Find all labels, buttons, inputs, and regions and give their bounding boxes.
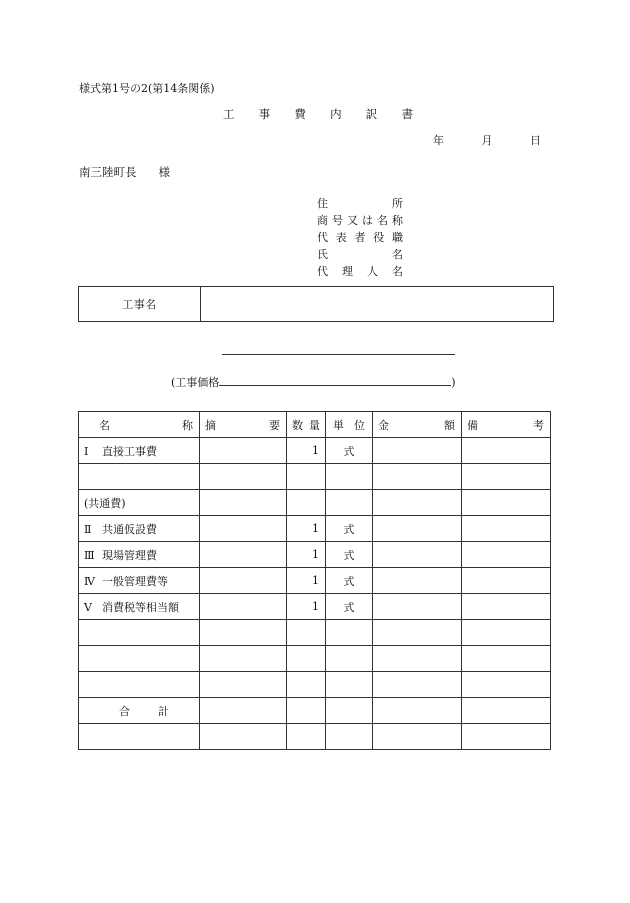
field-char: 称: [392, 214, 403, 227]
cost-breakdown-table: [78, 411, 551, 750]
price-close: ): [451, 376, 456, 389]
blank-cell[interactable]: [373, 724, 462, 750]
addressee-name: 南三陸町長: [79, 165, 137, 179]
item-name: 消費税等相当額: [102, 600, 179, 614]
blank-cell[interactable]: [79, 724, 200, 750]
item-unit[interactable]: 式: [326, 594, 373, 620]
item-quantity[interactable]: [287, 620, 326, 646]
item-name-cell[interactable]: [79, 516, 200, 542]
field-char: 人: [367, 265, 378, 278]
item-number: Ⅳ: [84, 574, 95, 588]
item-quantity[interactable]: 1: [287, 542, 326, 568]
title-char: 事: [258, 107, 271, 121]
title-char: 内: [330, 107, 342, 121]
date-month: 月: [481, 134, 493, 147]
item-name-cell[interactable]: [79, 620, 200, 646]
field-char: 代: [317, 231, 328, 244]
item-summary[interactable]: [200, 620, 287, 646]
item-name: (共通費): [84, 496, 126, 510]
item-amount[interactable]: [373, 594, 462, 620]
project-name-label: 工事名: [79, 287, 201, 321]
item-name-cell[interactable]: [79, 672, 200, 698]
field-char: 理: [342, 265, 353, 278]
item-number: Ⅱ: [84, 522, 92, 536]
header-summary: 摘 要: [200, 412, 287, 438]
item-quantity[interactable]: 1: [287, 594, 326, 620]
item-note[interactable]: [462, 542, 551, 568]
header-unit: 単 位: [326, 412, 373, 438]
field-char: 商: [317, 214, 328, 227]
item-quantity[interactable]: [287, 490, 326, 516]
field-char: 名: [392, 248, 403, 261]
applicant-field-company: [317, 212, 403, 229]
project-name-box: [78, 286, 554, 322]
date-year: 年: [433, 134, 444, 147]
item-quantity[interactable]: 1: [287, 568, 326, 594]
date-line: [433, 132, 541, 148]
price-label: (工事価格: [171, 376, 220, 389]
title-char: 訳: [365, 107, 378, 121]
total-note-cell[interactable]: [462, 698, 551, 724]
item-summary[interactable]: [200, 542, 287, 568]
item-unit[interactable]: [326, 620, 373, 646]
table-row-blank: [79, 724, 551, 750]
blank-cell[interactable]: [287, 724, 326, 750]
applicant-field-representative: [317, 229, 403, 246]
table-row: [79, 620, 551, 646]
title-char: 書: [401, 107, 413, 121]
field-char: 名: [392, 265, 403, 278]
item-unit[interactable]: 式: [326, 542, 373, 568]
field-char: 表: [335, 231, 347, 244]
header-amount: 金 額: [373, 412, 462, 438]
item-amount[interactable]: [373, 620, 462, 646]
item-note[interactable]: [462, 672, 551, 698]
addressee-honorific: 様: [158, 165, 170, 179]
item-amount[interactable]: [373, 490, 462, 516]
title-char: 費: [294, 107, 306, 121]
item-amount[interactable]: [373, 516, 462, 542]
item-unit[interactable]: 式: [326, 568, 373, 594]
total-summary-cell[interactable]: [200, 698, 287, 724]
item-number: Ⅲ: [84, 548, 95, 562]
field-char: 又: [347, 214, 358, 227]
field-char: 代: [317, 265, 328, 278]
item-name-cell[interactable]: [79, 464, 200, 490]
item-amount[interactable]: [373, 438, 462, 464]
field-char: 役: [373, 231, 385, 244]
field-char: 氏: [317, 248, 328, 261]
item-summary[interactable]: [200, 594, 287, 620]
item-summary[interactable]: [200, 646, 287, 672]
item-unit[interactable]: 式: [326, 438, 373, 464]
item-amount[interactable]: [373, 542, 462, 568]
item-summary[interactable]: [200, 672, 287, 698]
applicant-field-agent: [317, 263, 403, 280]
table-row: [79, 672, 551, 698]
applicant-block: [317, 195, 403, 280]
total-qty-cell[interactable]: [287, 698, 326, 724]
total-row: [79, 698, 551, 724]
item-unit[interactable]: [326, 464, 373, 490]
total-amount-cell[interactable]: [373, 698, 462, 724]
item-note[interactable]: [462, 438, 551, 464]
field-char: 号: [332, 214, 343, 227]
item-note[interactable]: [462, 464, 551, 490]
item-amount[interactable]: [373, 672, 462, 698]
item-name: 直接工事費: [102, 444, 157, 458]
item-note[interactable]: [462, 490, 551, 516]
header-name: 名 称: [79, 412, 200, 438]
item-name-cell[interactable]: [79, 490, 200, 516]
header-note: 備 考: [462, 412, 551, 438]
item-unit[interactable]: [326, 646, 373, 672]
blank-cell[interactable]: [326, 724, 373, 750]
item-name: 一般管理費等: [102, 574, 168, 588]
field-char: 職: [392, 231, 403, 244]
table-row: [79, 516, 551, 542]
item-name-cell[interactable]: [79, 568, 200, 594]
addressee: [79, 164, 170, 180]
item-number: Ⅴ: [84, 600, 92, 614]
item-note[interactable]: [462, 620, 551, 646]
item-note[interactable]: [462, 646, 551, 672]
total-unit-cell[interactable]: [326, 698, 373, 724]
item-quantity[interactable]: [287, 646, 326, 672]
item-unit[interactable]: 式: [326, 516, 373, 542]
table-row: [79, 464, 551, 490]
table-row: [79, 542, 551, 568]
item-amount[interactable]: [373, 646, 462, 672]
item-name-cell[interactable]: [79, 542, 200, 568]
item-summary[interactable]: [200, 438, 287, 464]
item-summary[interactable]: [200, 464, 287, 490]
blank-cell[interactable]: [462, 724, 551, 750]
table-row: [79, 490, 551, 516]
table-row: [79, 594, 551, 620]
item-summary[interactable]: [200, 568, 287, 594]
item-quantity[interactable]: 1: [287, 438, 326, 464]
applicant-field-address: [317, 195, 403, 212]
field-char: は: [362, 214, 373, 227]
document-title: [223, 106, 413, 122]
item-note[interactable]: [462, 594, 551, 620]
item-name-cell[interactable]: [79, 646, 200, 672]
item-quantity[interactable]: [287, 672, 326, 698]
item-summary[interactable]: [200, 490, 287, 516]
item-amount[interactable]: [373, 464, 462, 490]
item-summary[interactable]: [200, 516, 287, 542]
item-name: 共通仮設費: [102, 522, 157, 536]
total-label: 合 計: [79, 698, 200, 724]
item-unit[interactable]: [326, 672, 373, 698]
item-note[interactable]: [462, 568, 551, 594]
field-char: 住: [317, 197, 328, 210]
item-amount[interactable]: [373, 568, 462, 594]
blank-cell[interactable]: [200, 724, 287, 750]
date-day: 日: [530, 134, 541, 147]
item-unit[interactable]: [326, 490, 373, 516]
item-note[interactable]: [462, 516, 551, 542]
form-number: 様式第1号の2(第14条関係): [79, 82, 215, 95]
table-row: [79, 568, 551, 594]
table-row: [79, 646, 551, 672]
table-row: [79, 438, 551, 464]
item-quantity[interactable]: [287, 464, 326, 490]
construction-price-line: [171, 374, 456, 390]
field-char: 者: [354, 231, 366, 244]
item-quantity[interactable]: 1: [287, 516, 326, 542]
project-name-field[interactable]: [201, 287, 553, 321]
field-char: 名: [377, 214, 388, 227]
header-quantity: 数 量: [287, 412, 326, 438]
table-header-row: [79, 412, 551, 438]
item-number: Ⅰ: [84, 444, 89, 458]
signature-line: [222, 354, 455, 355]
price-field[interactable]: [219, 374, 451, 386]
item-name: 現場管理費: [102, 548, 157, 562]
field-char: 所: [392, 197, 403, 210]
item-name-cell[interactable]: [79, 594, 200, 620]
title-char: 工: [223, 107, 235, 121]
applicant-field-name: [317, 246, 403, 263]
item-name-cell[interactable]: [79, 438, 200, 464]
